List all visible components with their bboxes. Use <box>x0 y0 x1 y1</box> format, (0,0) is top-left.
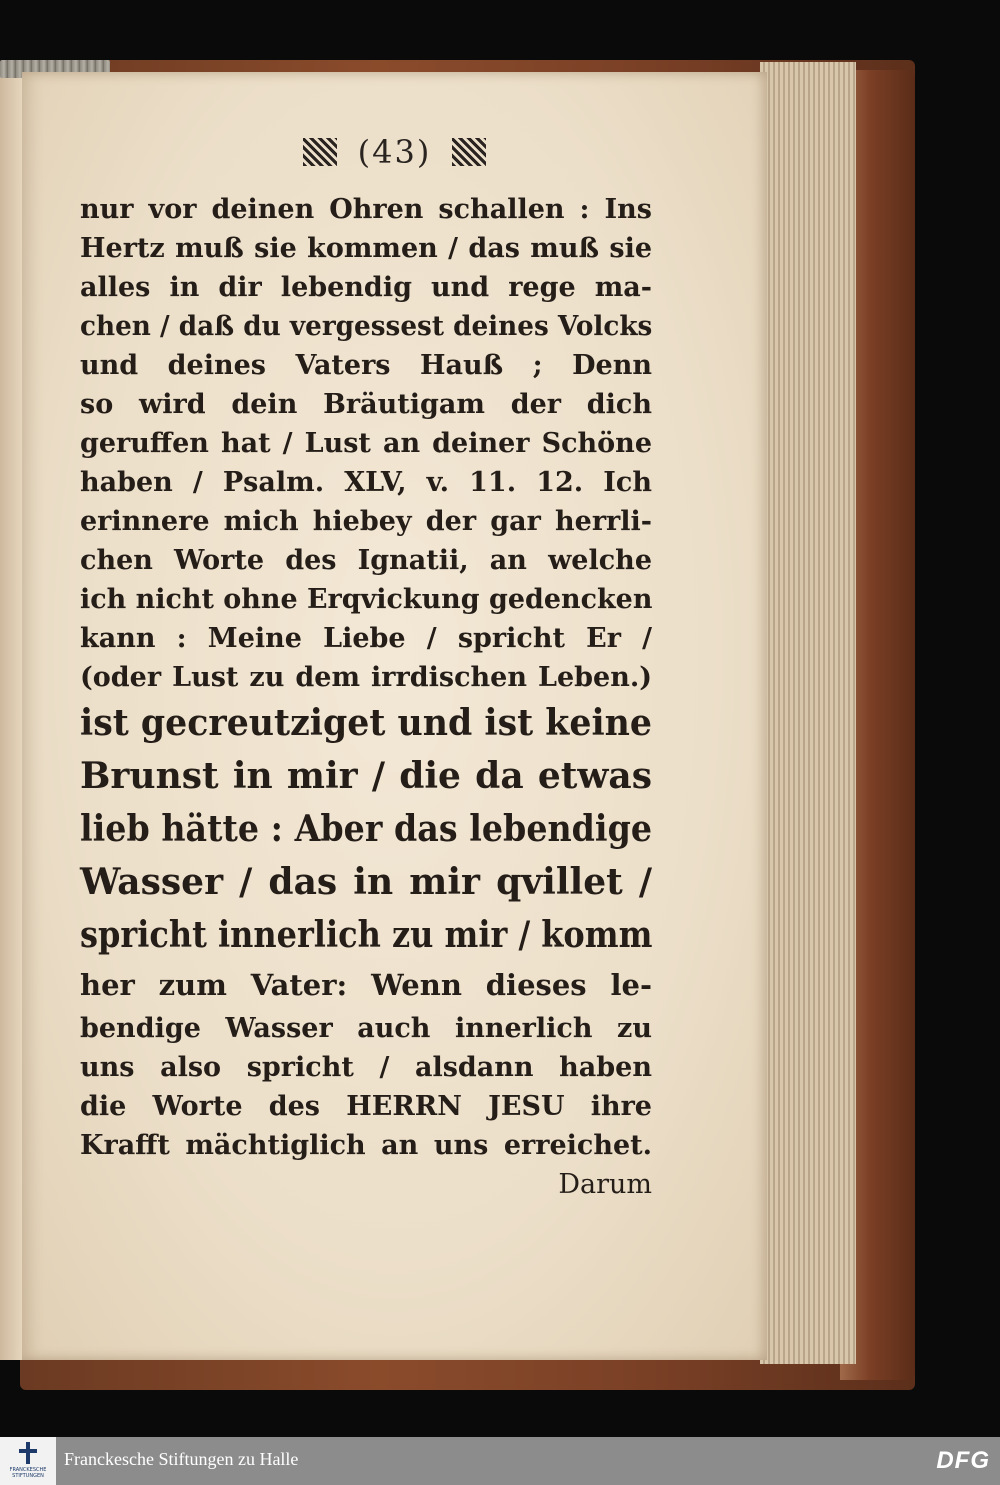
text-line: erinnere mich hiebey der gar herrli- <box>80 506 652 537</box>
text-line-large: lieb hätte : Aber das lebendige <box>80 808 652 850</box>
page-header <box>22 130 767 171</box>
page-number: (43) <box>357 133 432 171</box>
ornament-right-icon <box>452 138 486 166</box>
text-line: chen / daß du vergessest deines Volcks <box>80 311 653 342</box>
text-line: kann : Meine Liebe / spricht Er / <box>80 623 652 654</box>
footer-bar <box>0 1437 1000 1485</box>
text-line-large: Brunst in mir / die da etwas <box>80 755 652 797</box>
left-page-edge <box>0 70 22 1360</box>
text-line: ich nicht ohne Erqvickung gedencken <box>80 584 653 615</box>
orphanage-logo-icon <box>19 1442 37 1464</box>
text-line: geruffen hat / Lust an deiner Schöne <box>80 428 652 459</box>
institution-name[interactable]: Franckesche Stiftungen zu Halle <box>64 1449 299 1469</box>
text-line-large: spricht innerlich zu mir / komm <box>80 914 653 956</box>
text-line: und deines Vaters Hauß ; Denn <box>80 350 652 381</box>
text-line: Krafft mächtiglich an uns erreichet. <box>80 1130 652 1161</box>
institution-logo[interactable] <box>0 1437 56 1485</box>
text-line: chen Worte des Ignatii, an welche <box>80 545 652 576</box>
text-line: (oder Lust zu dem irrdischen Leben.) <box>80 662 652 693</box>
catchword: Darum <box>558 1169 652 1200</box>
text-line: Hertz muß sie kommen / das muß sie <box>80 233 652 264</box>
text-line: alles in dir lebendig und rege ma- <box>80 272 652 303</box>
text-line-mixed: her zum Vater: Wenn dieses le- <box>80 968 652 1002</box>
page-edges <box>760 62 856 1364</box>
book-page <box>22 72 767 1360</box>
text-line: die Worte des HERRN JESU ihre <box>80 1091 652 1122</box>
ornament-left-icon <box>303 138 337 166</box>
text-line: so wird dein Bräutigam der dich <box>80 389 652 420</box>
text-line: haben / Psalm. XLV, v. 11. 12. Ich <box>80 467 652 498</box>
body-text <box>80 190 652 1204</box>
dfg-logo[interactable]: DFG <box>936 1447 990 1474</box>
text-line: nur vor deinen Ohren schallen : Ins <box>80 194 652 225</box>
logo-caption: FRANCKESCHE STIFTUNGEN <box>9 1467 47 1479</box>
text-line-large: Wasser / das in mir qvillet / <box>80 861 652 903</box>
text-line-large: ist gecreutziget und ist keine <box>80 702 652 744</box>
text-line: uns also spricht / alsdann haben <box>80 1052 652 1083</box>
text-line: bendige Wasser auch innerlich zu <box>80 1013 652 1044</box>
